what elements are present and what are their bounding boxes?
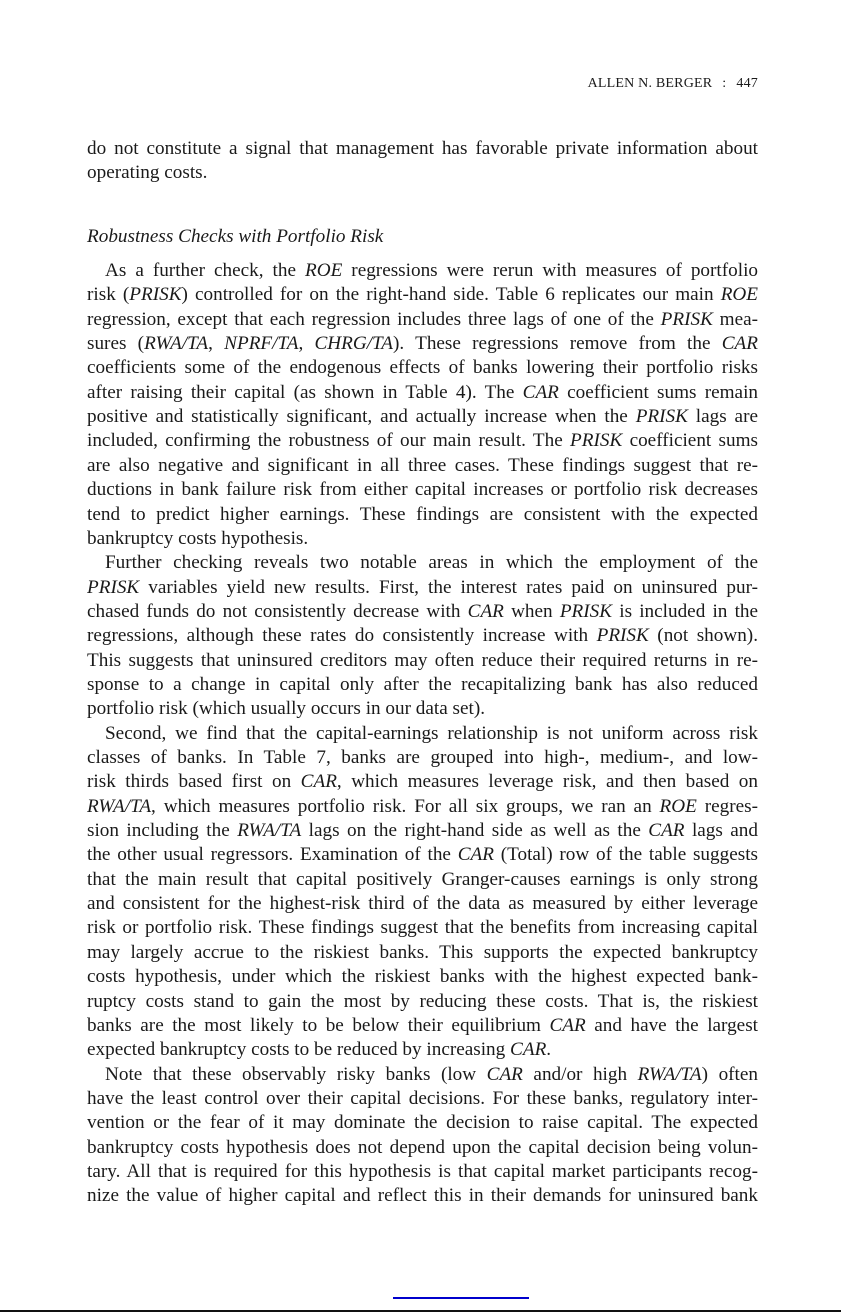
text-line [87,941,758,965]
text-segment: , [208,333,225,354]
italic-term: CAR [510,1039,547,1060]
text-segment: , which measures leverage risk, and then based on [336,771,758,792]
text-line [87,1136,758,1160]
text-segment: (Total) row of the table suggests [493,844,758,865]
text-segment: banks are the most likely to be below their equilibrium [87,1015,550,1036]
text-segment: included, confirming the robustness of our main result. The [87,430,571,451]
italic-term: PRISK [87,577,140,598]
text-segment: risk or portfolio risk. These findings suggest that the benefits from increasing capital [87,917,758,938]
text-segment: ) often [701,1064,758,1085]
text-line [87,819,758,843]
text-line [105,722,758,746]
text-segment: risk ( [87,284,130,305]
italic-term: CAR [300,771,337,792]
running-header-author: ALLEN N. BERGER [587,76,713,91]
text-line [87,673,758,697]
text-line [87,478,758,502]
italic-term: CHRG/TA [314,333,394,354]
italic-term: PRISK [635,406,688,427]
text-segment: ) controlled for on the right-hand side. Table 6 replicates our main [181,284,721,305]
text-segment: nize the value of higher capital and reflect this in their demands for uninsured bank [87,1185,758,1206]
running-header-separator: : [722,76,727,91]
text-segment: operating costs. [87,162,208,183]
text-line [87,600,758,624]
text-segment: and consistent for the highest-risk third of the data as measured by either leverage [87,893,758,914]
text-segment: coefficient sums remain [558,382,758,403]
text-segment: do not constitute a signal that management has favorable private information about [87,138,758,159]
text-line [87,1014,758,1038]
italic-term: CAR [721,333,758,354]
text-segment: Second, we find that the capital-earnings relationship is not uniform across risk [105,723,758,744]
italic-term: ROE [720,284,758,305]
text-segment: As a further check, the [105,260,305,281]
italic-term: PRISK [129,284,182,305]
text-line [87,527,758,551]
text-segment: regression, except that each regression includes three lags of one of the [87,309,661,330]
italic-term: CAR [648,820,685,841]
text-segment: may largely accrue to the riskiest banks. This supports the expected bankruptcy [87,942,758,963]
text-line [87,161,758,185]
italic-term: PRISK [570,430,623,451]
italic-term: RWA/TA [237,820,302,841]
text-segment: after raising their capital (as shown in Table 4). The [87,382,523,403]
text-segment: and have the largest [585,1015,758,1036]
italic-term: RWA/TA [87,796,152,817]
text-segment: , [298,333,315,354]
text-segment: Note that these observably risky banks (low [105,1064,487,1085]
italic-term: RWA/TA [144,333,209,354]
text-line [87,137,758,161]
text-segment: Further checking reveals two notable areas in which the employment of the [105,552,758,573]
text-segment: costs hypothesis, under which the riskiest banks with the highest expected bank- [87,966,758,987]
italic-term: RWA/TA [637,1064,702,1085]
text-line [87,868,758,892]
text-segment: the other usual regressors. Examination of the [87,844,458,865]
italic-term: ROE [659,796,697,817]
text-segment: ). These regressions remove from the [393,333,722,354]
italic-term: ROE [305,260,343,281]
text-line [87,916,758,940]
text-segment: ruptcy costs stand to gain the most by reducing these costs. That is, the riskiest [87,991,758,1012]
text-line [87,990,758,1014]
text-segment: when [503,601,560,622]
italic-term: PRISK [559,601,613,622]
text-line [87,1038,758,1062]
italic-term: CAR [467,601,504,622]
running-header [0,76,758,92]
text-segment: classes of banks. In Table 7, banks are grouped into high-, medium-, and low- [87,747,758,768]
text-segment: mea- [712,309,758,330]
text-segment: chased funds do not consistently decrease with [87,601,468,622]
text-line [87,795,758,819]
text-line [87,308,758,332]
text-line [87,697,758,721]
text-line [87,1087,758,1111]
text-line [105,551,758,575]
text-line [87,332,758,356]
text-line [87,965,758,989]
text-segment: expected bankruptcy costs to be reduced by increasing [87,1039,511,1060]
text-line [87,1111,758,1135]
text-line [105,259,758,283]
italic-term: NPRF/TA [224,333,299,354]
italic-term: PRISK [596,625,649,646]
text-segment: bankruptcy costs hypothesis does not depend upon the capital decision being volun- [87,1137,758,1158]
text-line [87,576,758,600]
text-segment: ductions in bank failure risk from either capital increases or portfolio risk decreases [87,479,758,500]
text-segment: regressions, although these rates do consistently increase with [87,625,597,646]
text-segment: and/or high [522,1064,638,1085]
text-segment: , which measures portfolio risk. For all six groups, we ran an [151,796,660,817]
text-segment: portfolio risk (which usually occurs in our data set). [87,698,486,719]
text-segment: lags and [684,820,758,841]
text-line [87,1160,758,1184]
link-underline [393,1297,529,1299]
italic-term: CAR [522,382,559,403]
text-segment: coefficients some of the endogenous effects of banks lowering their portfolio risks [87,357,758,378]
text-segment: tend to predict higher earnings. These findings are consistent with the expected [87,504,758,525]
text-line [87,356,758,380]
italic-term: CAR [486,1064,523,1085]
text-line [105,1063,758,1087]
text-line [87,1184,758,1208]
text-line [87,429,758,453]
text-segment: lags are [687,406,758,427]
section-heading: Robustness Checks with Portfolio Risk [87,226,384,247]
text-line [87,770,758,794]
text-segment: regres- [696,796,758,817]
text-segment: have the least control over their capital decisions. For these banks, regulatory inter- [87,1088,758,1109]
text-segment: risk thirds based first on [87,771,301,792]
text-segment: variables yield new results. First, the interest rates paid on uninsured pur- [139,577,758,598]
text-segment: vention or the fear of it may dominate the decision to raise capital. The expected [87,1112,758,1133]
text-line [87,283,758,307]
text-segment: This suggests that uninsured creditors may often reduce their required returns in re- [87,650,758,671]
text-segment: sponse to a change in capital only after the recapitalizing bank has also reduced [87,674,758,695]
text-line [87,624,758,648]
text-segment: positive and statistically significant, and actually increase when the [87,406,636,427]
text-segment: bankruptcy costs hypothesis. [87,528,309,549]
page-number: 447 [736,76,758,91]
text-line [87,649,758,673]
text-segment: are also negative and significant in all three cases. These findings suggest that re- [87,455,758,476]
text-line [87,381,758,405]
text-segment: sures ( [87,333,145,354]
text-line [87,843,758,867]
text-segment: is included in the [612,601,758,622]
text-segment: that the main result that capital positively Granger-causes earnings is only strong [87,869,758,890]
italic-term: PRISK [660,309,713,330]
text-line [87,746,758,770]
text-line [87,454,758,478]
text-segment: lags on the right-hand side as well as the [301,820,649,841]
text-segment: . [546,1039,552,1060]
italic-term: CAR [549,1015,586,1036]
text-line [87,892,758,916]
text-segment: coefficient sums [622,430,758,451]
text-line [87,503,758,527]
italic-term: CAR [457,844,494,865]
text-segment: tary. All that is required for this hypothesis is that capital market participants recog- [87,1161,758,1182]
text-segment: (not shown). [648,625,758,646]
text-segment: sion including the [87,820,238,841]
text-segment: regressions were rerun with measures of portfolio [342,260,758,281]
text-line [87,405,758,429]
